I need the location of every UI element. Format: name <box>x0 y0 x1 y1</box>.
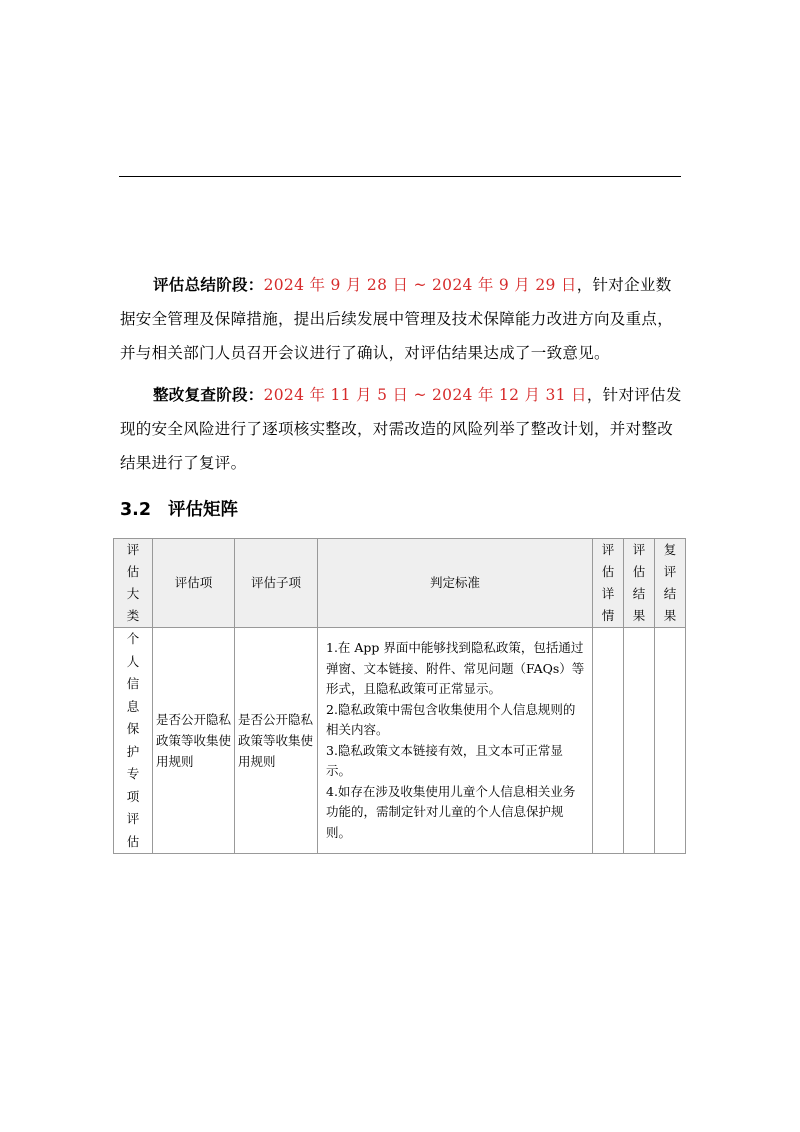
cell-criteria <box>318 628 593 854</box>
header-subitem: 评估子项 <box>235 539 318 628</box>
header-rule <box>119 176 681 177</box>
cell-result <box>624 628 655 854</box>
cell-detail <box>593 628 624 854</box>
section-number: 3.2 <box>120 500 152 520</box>
cell-subitem: 是否公开隐私政策等收集使用规则 <box>235 628 318 854</box>
section-title: 评估矩阵 <box>168 500 238 520</box>
table-row <box>114 628 686 854</box>
paragraph-summary-stage <box>120 268 682 370</box>
criteria-line: 2.隐私政策中需包含收集使用个人信息规则的相关内容。 <box>326 701 576 737</box>
header-result: 评估结果 <box>624 539 655 628</box>
header-category: 评估大类 <box>114 539 153 628</box>
assessment-matrix-table <box>113 538 686 854</box>
criteria-line: 4.如存在涉及收集使用儿童个人信息相关业务功能的，需制定针对儿童的个人信息保护规则。 <box>326 783 576 840</box>
paragraph-dates: 2024 年 9 月 28 日 ~ 2024 年 9 月 29 日 <box>263 276 577 294</box>
criteria-line: 3.隐私政策文本链接有效，且文本可正常显示。 <box>326 742 563 778</box>
header-criteria: 判定标准 <box>318 539 593 628</box>
paragraph-dates: 2024 年 11 月 5 日 ~ 2024 年 12 月 31 日 <box>263 386 587 404</box>
cell-item: 是否公开隐私政策等收集使用规则 <box>153 628 235 854</box>
section-heading <box>120 496 238 521</box>
paragraph-lead: 评估总结阶段： <box>153 276 264 294</box>
cell-review <box>655 628 686 854</box>
header-item: 评估项 <box>153 539 235 628</box>
cell-category: 个人信息保护专项评估 <box>114 628 153 854</box>
criteria-line: 1.在 App 界面中能够找到隐私政策，包括通过弹窗、文本链接、附件、常见问题（FAQs）等形式，且隐私政策可正常显示。 <box>326 640 585 696</box>
paragraph-text: ，针对企业数据安全管理及保障措施，提出后续发展中管理及技术保障能力改进方向及重点，并与相关部门人员召开会议进行了确认，对评估结果达成了一致意见。 <box>120 276 674 362</box>
paragraph-rectification-stage <box>120 378 682 480</box>
table-header-row <box>114 539 686 628</box>
paragraph-text: ，针对评估发现的安全风险进行了逐项核实整改，对需改造的风险列举了整改计划，并对整改结果进行了复评。 <box>120 386 682 472</box>
paragraph-lead: 整改复查阶段： <box>153 386 264 404</box>
header-review: 复评结果 <box>655 539 686 628</box>
header-detail: 评估详情 <box>593 539 624 628</box>
